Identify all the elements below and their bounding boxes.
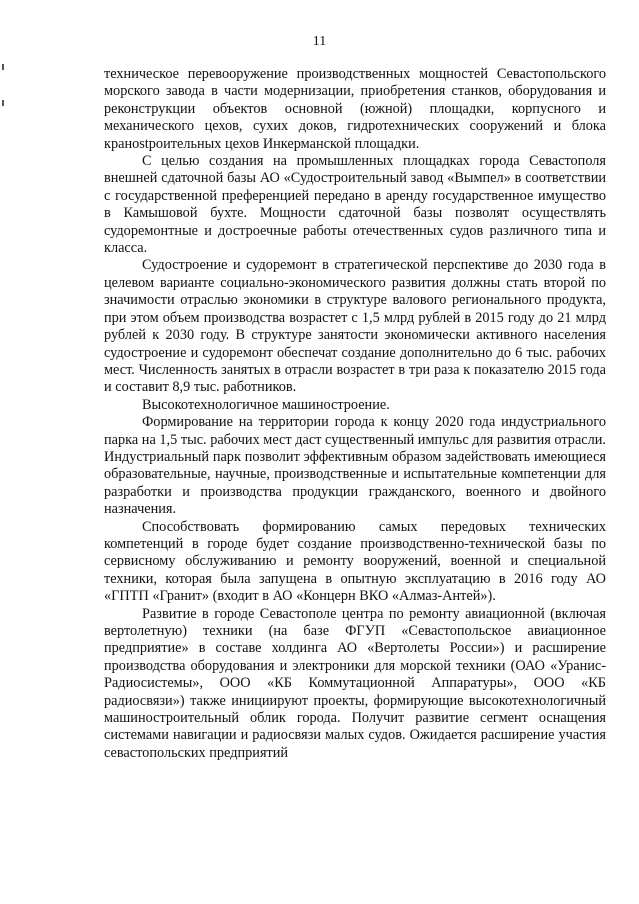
paragraph-servisnaya-baza: Способствовать формированию самых передовых технических компетенций в городе будет создание производственно-технической базы по сервисному обслуживанию и ремонту вооружений, военной и специальной техники, которая была запущена в опытную эксплуатацию в 2016 году АО «ГПТП «Гранит» (входит в АО «Концерн ВКО «Алмаз-Антей»). (104, 518, 606, 605)
section-heading-mashinostroenie: Высокотехнологичное машиностроение. (142, 396, 390, 413)
body-text (104, 66, 606, 762)
paragraph-sudostroenie-perspektiva: Судостроение и судоремонт в стратегической перспективе до 2030 года в целевом варианте социально-экономического развития должны стать второй по значимости отраслью экономики в структуре валового регионального продукта, при этом объем производства возрастет с 1,5 млрд рублей в 2015 году до 21 млрд рублей к 2030 году. В структуре занятости экономически активного населения судостроение и судоремонт обеспечат создание дополнительно до 6 тыс. рабочих мест. Численность занятых в отрасли возрастет в три раза к показателю 2015 года и составит 8,9 тыс. работников. (104, 257, 606, 396)
paragraph-industrialny-park: Формирование на территории города к концу 2020 года индустриального парка на 1,5 тыс. рабочих мест даст существенный импульс для развития отрасли. Индустриальный парк позволит эффективным образом задействовать имеющиеся образовательные, научные, производственные и испытательные компетенции для разработки и производства продукции гражданского, военного и двойного назначения. (104, 414, 606, 518)
margin-mark (2, 100, 4, 106)
margin-mark (2, 64, 4, 70)
paragraph-sdatochnaya-baza: С целью создания на промышленных площадках города Севастополя внешней сдаточной базы АО «Судостроительный завод «Вымпел» в соответствии с государственной преференцией передано в аренду государственное имущество в Камышовой бухте. Мощности сдаточной базы позволят осуществлять судоремонтные и достроечные работы отечественных судов различного типа и класса. (104, 153, 606, 257)
paragraph-continuation: техническое перевооружение производственных мощностей Севастопольского морского завода в части модернизации, приобретения станков, оборудования и реконструкции объектов основной (южной) площадки, корпусного и механического цехов, сухих доков, гидротехнических сооружений и блока кранostроительных цехов Инкерманской площадки. (104, 66, 606, 152)
page-number: 11 (312, 34, 327, 49)
paragraph-aviacionny-remont: Развитие в городе Севастополе центра по ремонту авиационной (включая вертолетную) техники (на базе ФГУП «Севастопольское авиационное предприятие» в составе холдинга АО «Вертолеты России») и расширение производства оборудования и электроники для морской техники (ОАО «Уранис-Радиосистемы», ООО «КБ Коммутационной Аппаратуры», ООО «КБ радиосвязи») также инициируют проекты, формирующие высокотехнологичный машиностроительный облик города. Получит развитие сегмент оснащения системами навигации и радиосвязи малых судов. Ожидается расширение участия севастопольских предприятий (104, 605, 606, 761)
